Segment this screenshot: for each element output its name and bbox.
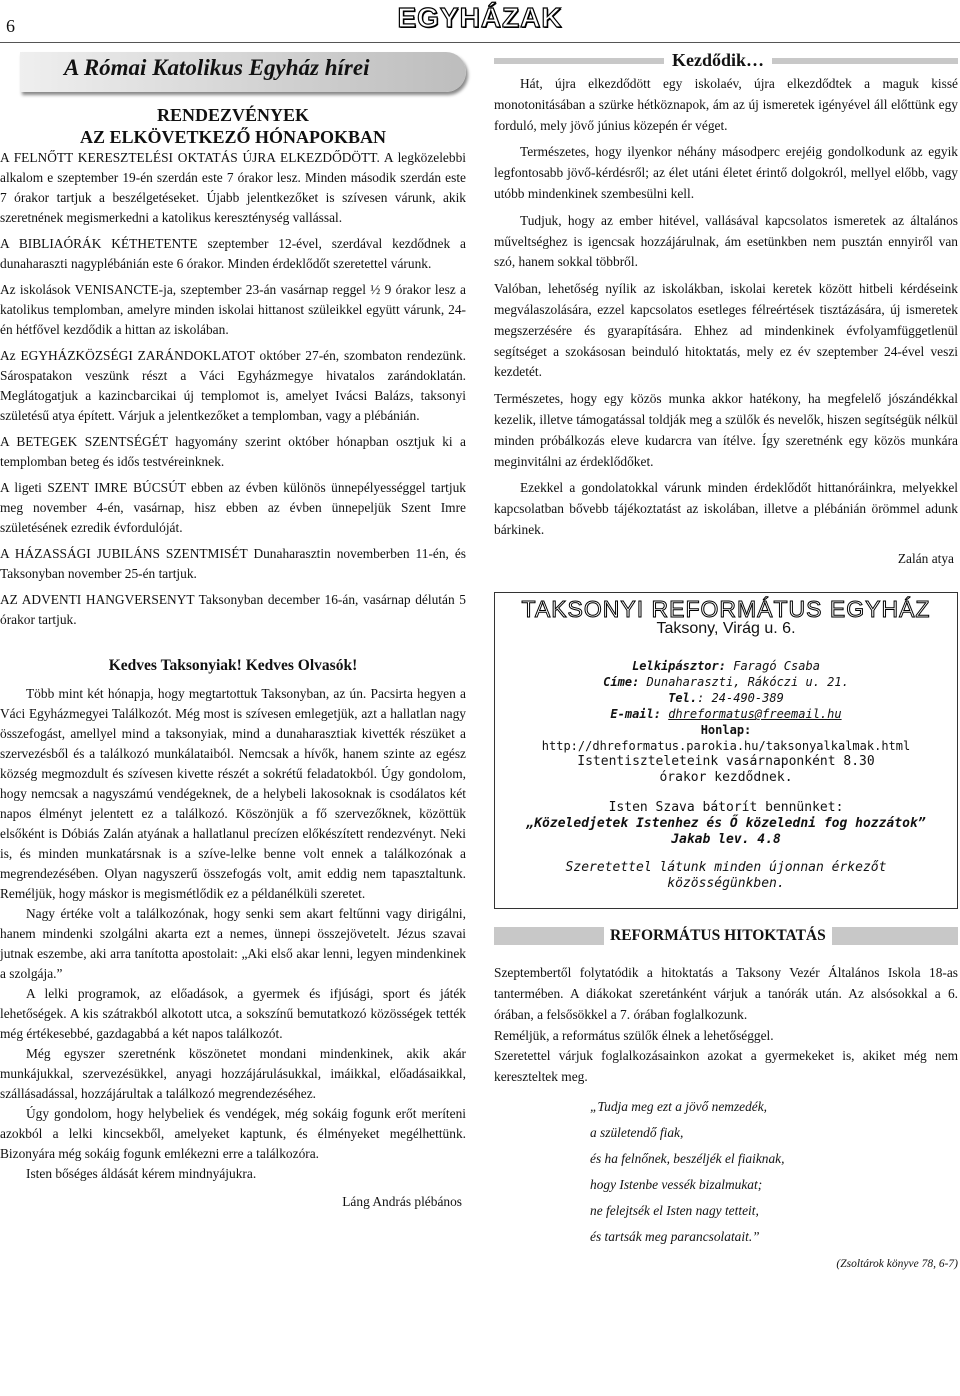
kezdodik-paragraph: Természetes, hogy egy közös munka akkor hatékony, ha megfelelő jószándékkal kezelik, illetve támogatással toldják meg a szülők és nevelők, hiszen segítségük nélkül minden próbálkozás eleve kudarcra van ítélve. Így szeretnénk egy közös munkára meginvitálni az érdeklődőket. [494, 391, 958, 469]
email-label: E-mail: [610, 707, 661, 722]
motto-intro: Isten Szava bátorít bennünket: [608, 800, 844, 816]
kezdodik-title: Kezdődik… [664, 50, 772, 71]
kezdodik-paragraph: Hát, újra elkezdődött egy iskolaév, újra elkezdődtek a maguk kissé monotonitásában a szürke hétköznapok, ám az új ismeretek igényével áll előttünk egy forduló, mely jövő június közepén ér véget. [494, 76, 958, 133]
hittan-paragraph: Reméljük, a református szülők élnek a lehetőséggel. [494, 1027, 774, 1043]
motto-reference: Jakab lev. 4.8 [671, 832, 781, 848]
event-paragraph: Az iskolások VENISANCTE-ja, szeptember 23-án vasárnap reggel ½ 9 órakor lesz a katolikus templomban, amelyre minden iskolai hittanost szüleikkel együtt várunk, 24-én hétfővel kezdődik a hittan az iskolában. [0, 282, 466, 337]
services-text: Istentiszteleteink vasárnaponként 8.30 órakor kezdődnek. [577, 754, 875, 786]
event-paragraph: Az EGYHÁZKÖZSÉGI ZARÁNDOKLATOT október 27-én, szombaton rendezünk. Sárospatakon veszünk részt a Váci Egyházmegye hivatalos zarándoklatán. Meglátogatjuk a kazincbarcikai új templomot is, amelyet Ivácsi Balázs, taksonyi születésű atya épített. Várjuk a jelentkezőket a templomban, vagy a plébánián. [0, 348, 466, 423]
event-paragraph: A FELNŐTT KERESZTELÉSI OKTATÁS ÚJRA ELKEZDŐDÖTT. A legközelebbi alkalom e szeptember 19-én szerdán este 7 órakor lesz. Minden második szerdán este 7 órakor tartjuk a beszélgetéseket. Újabb jelentkezőket is szívesen várunk, akik szeretnének megismerkedni a katolikus kereszténység vallással. [0, 150, 466, 225]
kezdodik-paragraph: Tudjuk, hogy az ember hitével, vallásával kapcsolatos ismeretek az általános műveltséghez is igencsak hozzájárulnak, ám esetünkben nem pusztán ennyiről van szó, hanem sokkal többről. [494, 212, 958, 270]
phone-label: Tel. [668, 691, 698, 706]
kezdodik-paragraph: Természetes, hogy ilyenkor néhány másodperc erejéig gondolkodunk az egyik legfontosabb jövő-kérdésről; az élet utáni életet érintő dolgokról, mellyel előbb, vagy utóbb mindenkinek szembesülni kell. [494, 144, 958, 201]
poem-line: és tartsák meg parancsolatait.” [590, 1228, 760, 1244]
poem-line: ne felejtsék el Isten nagy tetteit, [590, 1202, 759, 1218]
psalm-reference: (Zsoltárok könyve 78, 6-7) [836, 1257, 958, 1270]
letter-paragraph: Nagy értéke volt a találkozónak, hogy senki sem akart feltűnni vagy dirigálni, hanem mindenki szolgálni akarta ezt a nemes, ünnepi összejövetelt. Jézus szavai jutnak eszembe, aki arra tanította apostolait: „Aki első akar lenni, legyen mindenkinek a szolgája.” [0, 906, 466, 981]
pastor-name: Faragó Csaba [733, 659, 820, 674]
event-paragraph: A HÁZASSÁGI JUBILÁNS SZENTMISÉT Dunaharasztin novemberben 11-én, és Taksonyban november 25-én tartjuk. [0, 546, 466, 581]
letter-paragraph: A lelki programok, az előadások, a gyermek és ifjúsági, sport és játék lehetőségek. A kis szátrakból alkotott utca, a sokszínű bemutatkozó közösségek tették még értékesebbé, gazdagabbá a két napos találkozót. [0, 986, 466, 1041]
hittan-paragraph: Szeptembertől folytatódik a hitoktatás a Taksony Vezér Általános Iskola 18-as tantermében. A diákokat szeretánként várjuk a tanórák után. Az alsósokkal a 6. órában, a felsősökkel a 7. órában foglalkozunk. [494, 965, 958, 1022]
header-rule [0, 42, 960, 43]
events-heading-1: RENDEZVÉNYEK [156, 105, 310, 125]
catholic-banner [0, 50, 466, 96]
poem-line: „Tudja meg ezt a jövő nemzedék, [590, 1098, 768, 1114]
phone-value: : 24-490-389 [697, 691, 784, 706]
letter-paragraph: Még egyszer szeretnénk köszönetet mondani mindenkinek, akik akár munkájukkal, szervezésükkel, anyagi hozzájárulásukkal, imáikkal, előadásaikkal, szállásadással, hozzájárultak a találkozó megrendezéséhez. [0, 1046, 466, 1101]
reformed-title: TAKSONYI REFORMÁTUS EGYHÁZ [521, 595, 931, 622]
letter-paragraph: Több mint két hónapja, hogy megtartottuk Taksonyban, az ún. Pacsirta hegyen a Váci Egyházmegyei Találkozót. Még most is szívesen emlegetjük, azt a hallatlan nagy összefogást, amellyel mind a taksonyiak, mind a dunaharasztiak kivették részüket a szervezésből és a találkozó munkálataiból. Nemcsak a hívők, hanem szinte az egész község megmozdult és szívesen kivette részét a sokrétű feladatokból. Úgy gondolom, hogy nemcsak a nagyszámú vendégeknek, de a helybeli lakosoknak is csodálatos két napos élményt jelentett ez a találkozó. Köszönjük a fő szervezőknek, közöttük elsőként is Dóbiás Zalán atyának a hallatlanul precízen előkészített rendezvényt. Neki is, és minden munkatársnak is a szíve-lelke benne volt ennek a találkozónak a megrendezésében. Olyan nagyszerű összefogás volt, amit eddig nem tapasztaltunk. Reméljük, hogy máskor is megismétlődik ez a példanélküli szeretet. [0, 686, 466, 901]
letter-signature: Láng András plébános [342, 1194, 462, 1209]
reformed-church-box [494, 592, 958, 910]
web-label: Honlap: [700, 723, 752, 738]
catholic-column [0, 50, 466, 1212]
address-label: Címe: [603, 675, 640, 690]
kezdodik-header [494, 50, 958, 72]
address-line [495, 674, 957, 690]
pastor-line [495, 658, 957, 674]
hittan-header [494, 923, 958, 949]
email-line [495, 706, 957, 722]
psalm-poem [590, 1094, 958, 1250]
section-title: EGYHÁZAK [397, 2, 563, 33]
event-paragraph: A ligeti SZENT IMRE BÚCSÚT ebben az évben különös ünnepélyességgel tartjuk meg november 4-én, vasárnap, hisz ebben az évben ünnepeljük Szent Imre születésének ezredik évfordulóját. [0, 480, 466, 535]
event-paragraph: AZ ADVENTI HANGVERSENYT Taksonyban december 16-án, vasárnap délután 5 órakor tartjuk. [0, 592, 466, 627]
web-link[interactable]: http://dhreformatus.parokia.hu/taksonyalkalmak.html [541, 739, 911, 754]
motto-text: „Közeledjetek Istenhez és Ő közeledni fog hozzátok” [526, 816, 926, 832]
letter-paragraph: Isten bőséges áldását kérem mindnyájukra. [26, 1166, 257, 1181]
kezdodik-paragraph: Valóban, lehetőség nyílik az iskolákban, iskolai keretek között hitbeli kérdéseink megválaszolására, ezzel kapcsolatos esetleges félreértések tisztázására, új ismeretek megszerzésére és gyarapítására. Ehhez ad mindenkinek évfolyamfüggetlenül segítséget a szokásosan beinduló hitoktatás, mely ez év szeptember 24-ével veszi kezdetét. [494, 281, 958, 380]
address-value: Dunaharaszti, Rákóczi u. 21. [646, 675, 849, 690]
kezdodik-paragraph: Ezekkel a gondolatokkal várunk minden érdeklődőt hittanóráinkra, melyekkel kapcsolatban bővebb tájékoztatást az iskolában, illetve a plébánián örömmel adunk bárkinek. [494, 480, 958, 537]
letter-title: Kedves Taksonyiak! Kedves Olvasók! [108, 657, 358, 674]
right-column [494, 50, 958, 1275]
welcome-text: Szeretettel látunk minden újonnan érkezőt közösségünkben. [565, 860, 887, 892]
phone-line [495, 690, 957, 706]
poem-line: és ha felnőnek, beszéljék el fiaiknak, [590, 1150, 785, 1166]
event-paragraph: A BIBLIAÓRÁK KÉTHETENTE szeptember 12-ével, szerdával kezdődnek a dunaharaszti nagyplébánián este 6 órakor. Minden érdeklődőt szeretettel várunk. [0, 236, 466, 271]
kezdodik-signature: Zalán atya [897, 550, 954, 566]
events-heading-2: AZ ELKÖVETKEZŐ HÓNAPOKBAN [79, 127, 387, 147]
reformed-address: Taksony, Virág u. 6. [656, 620, 796, 638]
poem-line: hogy Istenbe vessék bizalmukat; [590, 1176, 763, 1192]
hittan-paragraph: Szeretettel várjuk foglalkozásainkon azokat a gyermekeket is, akiket még nem kereszteltek meg. [494, 1048, 958, 1085]
banner-title: A Római Katolikus Egyház hírei [64, 55, 370, 80]
pastor-label: Lelkipásztor: [632, 659, 726, 674]
letter-paragraph: Úgy gondolom, hogy helybeliek és vendégek, még sokáig fogunk erőt meríteni azokból a lelki kincsekből, amelyeket kaptunk, és élményeket megélhettünk. Bizonyára még sokáig fogunk emlékezni erre a találkozóra. [0, 1106, 466, 1161]
page-number: 6 [6, 16, 15, 36]
hittan-title: REFORMÁTUS HITOKTATÁS [604, 926, 832, 947]
email-link[interactable]: dhreformatus@freemail.hu [668, 707, 842, 722]
event-paragraph: A BETEGEK SZENTSÉGÉT hagyomány szerint október hónapban osztjuk ki a templomban beteg és idős testvéreinknek. [0, 434, 466, 469]
poem-line: a születendő fiak, [590, 1124, 684, 1140]
